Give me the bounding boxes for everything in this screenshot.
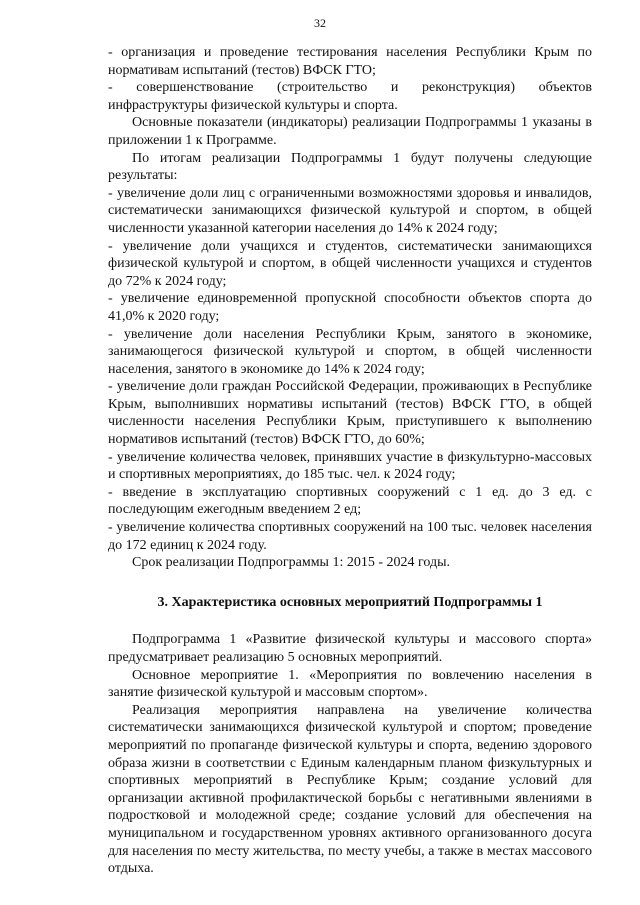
paragraph-list-item: - увеличение доли граждан Российской Федерации, проживающих в Республике Крым, выполнивших нормативы испытаний (тестов) ВФСК ГТО, в общей численности населения Республики Крым, приступившего к выполнению нормативов испытаний (тестов) ВФСК ГТО, до 60%;: [108, 379, 592, 448]
paragraph: Основное мероприятие 1. «Мероприятия по вовлечению населения в занятие физической культурой и массовым спортом».: [108, 667, 592, 701]
paragraph-list-item: - увеличение доли населения Республики Крым, занятого в экономике, занимающегося физической культурой и спортом, в общей численности населения, занятого в экономике до 14% к 2024 году;: [108, 326, 592, 377]
paragraph: Срок реализации Подпрограммы 1: 2015 - 2024 годы.: [132, 555, 451, 571]
paragraph-list-item: - организация и проведение тестирования населения Республики Крым по нормативам испытаний (тестов) ВФСК ГТО;: [108, 45, 592, 78]
paragraph-list-item: - увеличение доли учащихся и студентов, систематически занимающихся физической культурой и спортом, в общей численности учащихся и студентов до 72% к 2024 году;: [108, 238, 592, 289]
paragraph-list-item: - увеличение количества спортивных сооружений на 100 тыс. человек населения до 172 единиц к 2024 году.: [108, 520, 592, 553]
paragraph: Основные показатели (индикаторы) реализации Подпрограммы 1 указаны в приложении 1 к Программе.: [108, 115, 592, 148]
paragraph-list-item: - увеличение доли лиц с ограниченными возможностями здоровья и инвалидов, систематически занимающихся физической культурой и спортом, в общей численности указанной категории населения до 14% к 2024 году;: [108, 185, 592, 236]
paragraph: По итогам реализации Подпрограммы 1 будут получены следующие результаты:: [108, 150, 592, 184]
paragraph-list-item: - увеличение единовременной пропускной способности объектов спорта до 41,0% к 2020 году;: [108, 291, 592, 324]
page-number: 32: [314, 16, 326, 30]
paragraph-list-item: - увеличение количества человек, принявших участие в физкультурно-массовых и спортивных мероприятиях, до 185 тыс. чел. к 2024 году;: [108, 449, 592, 483]
paragraph: Реализация мероприятия направлена на увеличение количества систематически занимающихся физической культурой и спортом; проведение мероприятий по пропаганде физической культуры и спорта, ведению здорового образа жизни в соответствии с Единым календарным планом физкультурных и спортивных мероприятий в Республике Крым; создание условий для организации активной профилактической борьбы с негативными явлениями в подростковой и молодежной среде; создание условий для обеспечения на муниципальном и государственном уровнях активного организованного досуга для населения по месту жительства, по месту учебы, а также в местах массового отдыха.: [108, 702, 592, 877]
document-body: [108, 44, 592, 878]
paragraph-list-item: - введение в эксплуатацию спортивных сооружений с 1 ед. до 3 ед. с последующим ежегодным введением 2 ед;: [108, 484, 592, 518]
paragraph-list-item: - совершенствование (строительство и реконструкция) объектов инфраструктуры физической культуры и спорта.: [108, 80, 592, 113]
paragraph: Подпрограмма 1 «Развитие физической культуры и массового спорта» предусматривает реализацию 5 основных мероприятий.: [108, 632, 592, 665]
section-heading: 3. Характеристика основных мероприятий Подпрограммы 1: [157, 594, 543, 610]
